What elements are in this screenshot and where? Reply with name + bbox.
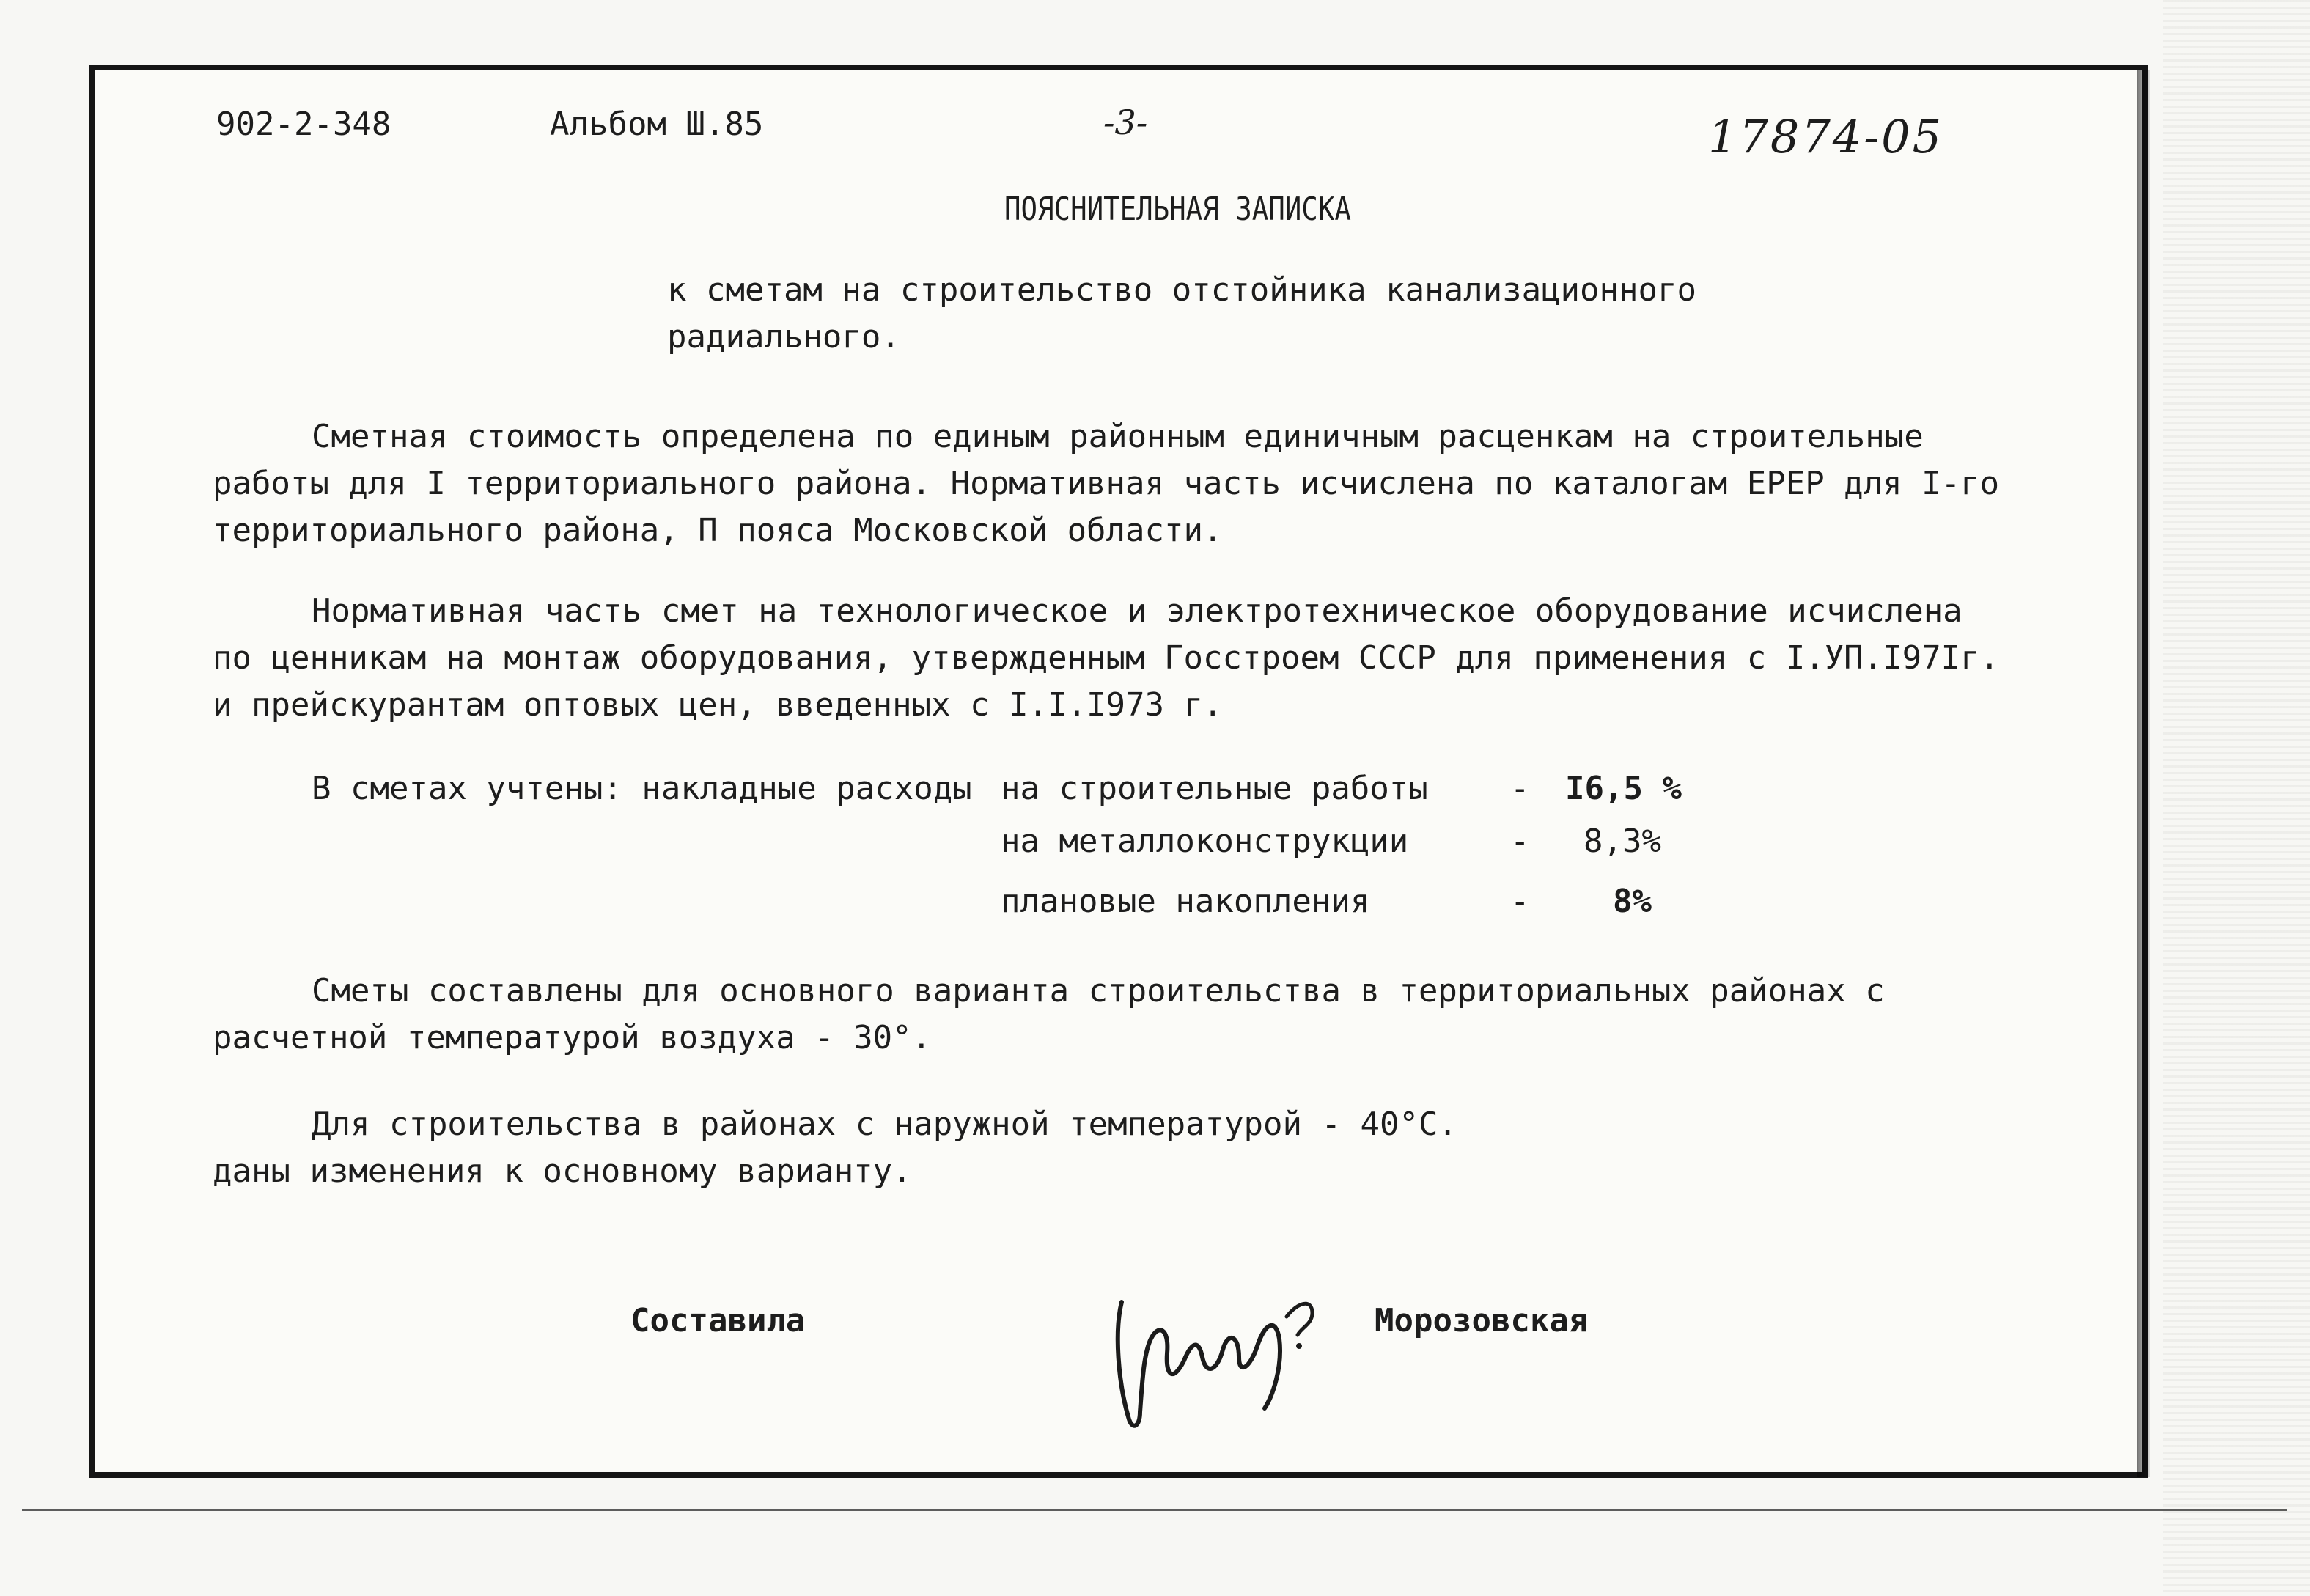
doc-number: 902-2-348 xyxy=(216,106,391,143)
paragraph-5-line-1: Для строительства в районах с наружной температурой - 40°С. xyxy=(312,1106,1457,1143)
compiler-name: Морозовская xyxy=(1375,1302,1589,1339)
paragraph-4-line-2: расчетной температурой воздуха - 30°. xyxy=(213,1019,932,1056)
paragraph-4-line-1: Сметы составлены для основного варианта строительства в территориальных районах с xyxy=(312,972,1885,1010)
scan-edge-shadow xyxy=(2137,70,2150,1477)
cost-row-label: на строительные работы xyxy=(1001,770,1428,807)
cost-row-value: 8,3% xyxy=(1583,823,1661,860)
page-number: -3- xyxy=(1103,103,1148,142)
scan-noise xyxy=(2163,0,2310,1596)
paragraph-2-line-1: Нормативная часть смет на технологическое и электротехническое оборудование исчислена xyxy=(312,592,1963,630)
page-title: ПОЯСНИТЕЛЬНАЯ ЗАПИСКА xyxy=(1004,191,1351,228)
album-label: Альбом Ш.85 xyxy=(550,106,764,143)
paragraph-5-line-2: даны изменения к основному варианту. xyxy=(213,1152,912,1190)
cost-row-label: на металлоконструкции xyxy=(1001,823,1409,860)
signature-mark xyxy=(1100,1273,1349,1441)
document-frame xyxy=(89,65,2148,1478)
cost-row-value: 8% xyxy=(1613,883,1652,920)
cost-row-dash: - xyxy=(1510,770,1530,807)
cost-row-label: плановые накопления xyxy=(1001,883,1370,920)
paragraph-1-line-2: работы для I территориального района. Нормативная часть исчислена по каталогам ЕРЕР для I-го xyxy=(213,465,2000,502)
cost-row-dash: - xyxy=(1510,823,1530,860)
handwritten-code: 17874-05 xyxy=(1708,110,1944,163)
cost-row-dash: - xyxy=(1510,883,1530,920)
paragraph-1-line-1: Сметная стоимость определена по единым районным единичным расценкам на строительные xyxy=(312,418,1924,455)
paragraph-1-line-3: территориального района, П пояса Московской области. xyxy=(213,512,1223,549)
subtitle-line-2: радиального. xyxy=(667,318,900,356)
costs-intro: В сметах учтены: накладные расходы xyxy=(312,770,972,807)
subtitle-line-1: к сметам на строительство отстойника канализационного xyxy=(667,271,1696,309)
compiled-by-label: Составила xyxy=(630,1302,806,1339)
page-bottom-line xyxy=(22,1509,2287,1511)
paragraph-2-line-2: по ценникам на монтаж оборудования, утвержденным Госстроем СССР для применения с I.УП.I97Iг. xyxy=(213,639,2000,677)
paragraph-2-line-3: и прейскурантам оптовых цен, введенных с I.I.I973 г. xyxy=(213,686,1223,724)
cost-row-value: I6,5 % xyxy=(1565,770,1682,807)
